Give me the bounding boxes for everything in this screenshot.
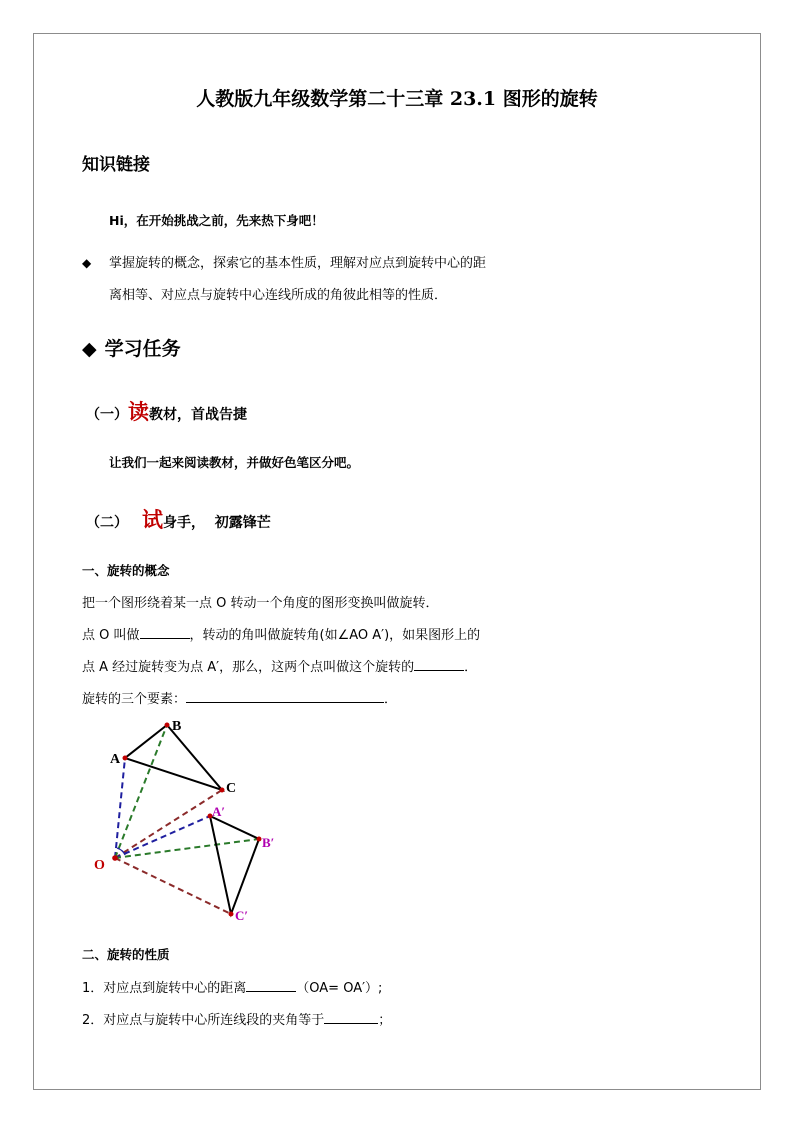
property-item-2-end: ； [378,1013,392,1028]
property-item-2 [82,1009,391,1028]
triangle-abc [125,725,222,790]
point-c [220,788,225,793]
property-item-1 [82,977,382,996]
label-a: A [110,752,121,767]
fill-blank-corresponding[interactable] [414,658,464,671]
concept-line4-start: 旋转的三个要素： [82,692,187,707]
concept-line3-start: 点 A 经过旋转变为点 A′，那么，这两个点叫做这个旋转的 [82,660,415,675]
diamond-bullet-icon: ◆ [82,256,92,270]
concept-heading: 一、旋转的概念 [82,563,170,578]
label-a-prime: A′ [212,804,226,819]
section-try-rest: 身手， 初露锋芒 [163,515,271,531]
concept-line3 [82,656,477,675]
triangle-abc-prime [210,816,259,914]
point-o [112,855,118,861]
diamond-heading-icon: ◆ [82,338,97,360]
knowledge-intro: Hi，在开始挑战之前，先来热下身吧！ [109,213,324,228]
task-heading-text: 学习任务 [104,338,181,360]
label-c-prime: C′ [235,908,249,923]
label-b-prime: B′ [262,835,275,850]
concept-line2 [82,624,480,643]
property-item-1-end: （OA= OA′）; [296,981,383,996]
concept-line1: 把一个图形绕着某一点 O 转动一个角度的图形变换叫做旋转． [82,596,439,611]
concept-line3-end: ． [464,660,478,675]
dash-o-c [115,790,222,858]
page-title: 人教版九年级数学第二十三章 23.1 图形的旋转 [196,88,598,110]
task-heading [82,334,181,361]
section-read-rest: 教材，首战告捷 [149,407,247,423]
bullet-text-line2: 离相等、对应点与旋转中心连线所成的角彼此相等的性质． [109,288,448,303]
knowledge-heading: 知识链接 [82,155,150,175]
concept-line2-end: ，转动的角叫做旋转角(如∠AO A′)，如果图形上的 [189,628,481,643]
property-item-2-start: 2．对应点与旋转中心所连线段的夹角等于 [82,1013,325,1028]
properties-heading: 二、旋转的性质 [82,947,170,962]
fill-blank-distance[interactable] [246,979,296,992]
dash-o-a2 [115,816,210,858]
label-c: C [226,781,237,796]
fill-blank-center[interactable] [140,626,190,639]
concept-line4 [82,688,397,707]
bullet-text-line1: 掌握旋转的概念，探索它的基本性质，理解对应点到旋转中心的距 [109,256,487,271]
fill-blank-angle[interactable] [324,1011,378,1024]
knowledge-bullet [82,252,486,271]
section-try-prefix: （二） [86,515,128,531]
section-try-big-char: 试 [142,508,163,532]
concept-line2-start: 点 O 叫做 [82,628,140,643]
section-read [86,396,247,426]
section-try [86,504,271,534]
label-o: O [94,858,105,873]
section-read-prefix: （一） [86,407,128,423]
point-c-prime [229,912,234,917]
section-read-big-char: 读 [128,400,149,424]
rotation-figure [80,710,300,930]
point-a [123,756,128,761]
concept-line4-end: ． [384,692,398,707]
dash-o-c2 [115,858,231,914]
label-b: B [172,719,182,734]
point-b-prime [257,837,262,842]
section-read-note: 让我们一起来阅读教材，并做好色笔区分吧。 [109,455,360,470]
point-b [165,723,170,728]
fill-blank-three-elements[interactable] [186,690,384,703]
property-item-1-start: 1．对应点到旋转中心的距离 [82,981,247,996]
